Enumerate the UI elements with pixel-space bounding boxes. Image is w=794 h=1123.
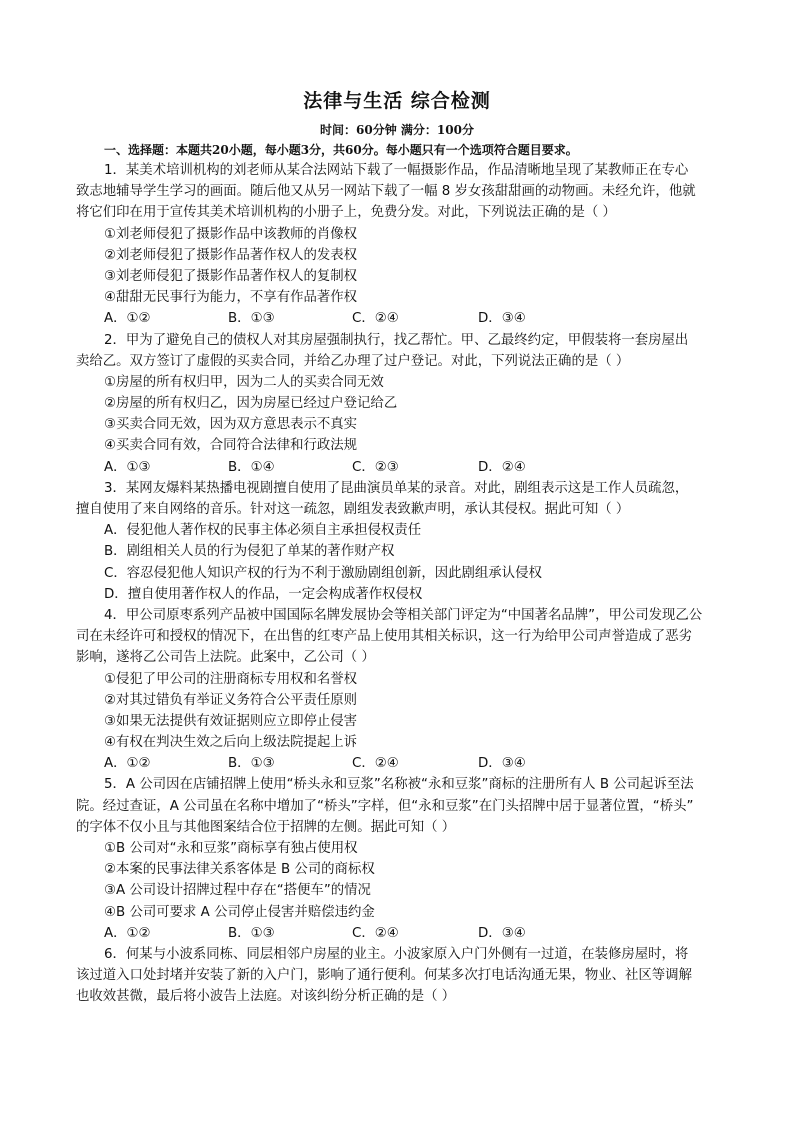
section-heading: 一、选择题：本题共20小题，每小题3分，共60分。每小题只有一个选项符合题目要求。: [104, 143, 578, 157]
q4-item: ④有权在判决生效之后向上级法院提起上诉: [104, 735, 358, 751]
q5-option-c[interactable]: C．②④: [352, 925, 399, 941]
q1-options: [76, 308, 716, 329]
q6-stem-line: 该过道入口处封堵并安装了新的入户门，影响了通行便利。何某多次打电话沟通无果，物业、社区等调解: [76, 968, 692, 984]
q5-stem-line: 的字体不仅小且与其他图案结合位于招牌的左侧。据此可知（ ）: [76, 819, 456, 835]
q1-item: ②刘老师侵犯了摄影作品著作权人的发表权: [104, 247, 358, 263]
q2-item: ②房屋的所有权归乙，因为房屋已经过户登记给乙: [104, 396, 398, 412]
q5-item: ①B 公司对“永和豆浆”商标享有独占使用权: [104, 841, 358, 856]
q1-item: ①刘老师侵犯了摄影作品中该教师的肖像权: [104, 226, 358, 242]
q2-option-b[interactable]: B．①④: [228, 459, 275, 475]
q5-item: ④B 公司可要求 A 公司停止侵害并赔偿违约金: [104, 904, 375, 920]
q4-item: ①侵犯了甲公司的注册商标专用权和名誉权: [104, 671, 358, 687]
q4-stem-line: 4．甲公司原枣系列产品被中国国际名牌发展协会等相关部门评定为“中国著名品牌”，甲公司发现乙公: [104, 607, 703, 623]
q3-option-d[interactable]: D．擅自使用著作权人的作品，一定会构成著作权侵权: [104, 586, 423, 602]
q4-stem-line: 司在未经许可和授权的情况下，在出售的红枣产品上使用其相关标识，这一行为给甲公司声誉造成了恶劣: [76, 629, 692, 645]
q5-stem-line: 院。经过查证，A 公司虽在名称中增加了“桥头”字样，但“永和豆浆”在门头招牌中居于显著位置，“桥头”: [76, 798, 694, 814]
q4-option-a[interactable]: A．①②: [104, 756, 151, 772]
q4-stem-line: 影响，遂将乙公司告上法院。此案中，乙公司（ ）: [76, 650, 375, 666]
question-list: [76, 160, 716, 1008]
q1-item: ③刘老师侵犯了摄影作品著作权人的复制权: [104, 268, 358, 284]
q2-option-d[interactable]: D．②④: [478, 459, 526, 475]
q2-options: [76, 457, 716, 478]
q2-item: ①房屋的所有权归甲，因为二人的买卖合同无效: [104, 374, 384, 390]
page-title: 法律与生活 综合检测: [303, 90, 491, 112]
q6-stem-line: 也收效甚微，最后将小波告上法庭。对该纠纷分析正确的是（ ）: [76, 989, 456, 1005]
q3-option-c[interactable]: C．容忍侵犯他人知识产权的行为不利于激励剧组创新，因此剧组承认侵权: [104, 565, 542, 581]
q5-item: ③A 公司设计招牌过程中存在“搭便车”的情况: [104, 883, 371, 899]
q1-stem-line: 1．某美术培训机构的刘老师从某合法网站下载了一幅摄影作品，作品清晰地呈现了某教师正在专心: [104, 163, 689, 178]
exam-meta: 时间：60分钟 满分：100分: [320, 123, 474, 137]
q4-option-b[interactable]: B．①③: [228, 756, 275, 772]
q1-item: ④甜甜无民事行为能力，不享有作品著作权: [104, 290, 358, 306]
q3-option-a[interactable]: A．侵犯他人著作权的民事主体必须自主承担侵权责任: [104, 523, 422, 539]
q2-stem-line: 2．甲为了避免自己的债权人对其房屋强制执行，找乙帮忙。甲、乙最终约定，甲假装将一套房屋出: [104, 332, 689, 348]
q5-item: ②本案的民事法律关系客体是 B 公司的商标权: [104, 862, 375, 878]
q4-item: ②对其过错负有举证义务符合公平责任原则: [104, 692, 358, 708]
q1-option-a[interactable]: A．①②: [104, 311, 151, 327]
q4-item: ③如果无法提供有效证据则应立即停止侵害: [104, 713, 358, 729]
q2-item: ③买卖合同无效，因为双方意思表示不真实: [104, 417, 358, 433]
q4-option-c[interactable]: C．②④: [352, 756, 399, 772]
q2-stem-line: 卖给乙。双方签订了虚假的买卖合同，并给乙办理了过户登记。对此，下列说法正确的是（ ）: [76, 353, 630, 369]
q1-option-d[interactable]: D．③④: [478, 311, 526, 327]
q2-option-c[interactable]: C．②③: [352, 459, 399, 475]
q1-option-b[interactable]: B．①③: [228, 311, 275, 327]
q5-stem-line: 5．A 公司因在店铺招牌上使用“桥头永和豆浆”名称被“永和豆浆”商标的注册所有人 B 公司起诉至法: [104, 777, 694, 793]
q3-stem-line: 擅自使用了来自网络的音乐。针对这一疏忽，剧组发表致歉声明，承认其侵权。据此可知（ ）: [76, 502, 630, 517]
q5-option-a[interactable]: A．①②: [104, 925, 151, 941]
q1-stem-line: 将它们印在用于宣传其美术培训机构的小册子上，免费分发。对此，下列说法正确的是（ ）: [76, 205, 616, 221]
q2-option-a[interactable]: A．①③: [104, 459, 151, 475]
q5-options: [76, 923, 716, 944]
q2-item: ④买卖合同有效，合同符合法律和行政法规: [104, 438, 358, 454]
q3-option-b[interactable]: B．剧组相关人员的行为侵犯了单某的著作财产权: [104, 544, 395, 560]
q1-option-c[interactable]: C．②④: [352, 311, 399, 327]
q4-option-d[interactable]: D．③④: [478, 756, 526, 772]
q5-option-d[interactable]: D．③④: [478, 925, 526, 941]
q3-stem-line: 3．某网友爆料某热播电视剧擅自使用了昆曲演员单某的录音。对此，剧组表示这是工作人员疏忽，: [104, 480, 689, 496]
q6-stem-line: 6．何某与小波系同栋、同层相邻户房屋的业主。小波家原入户门外侧有一过道，在装修房屋时，将: [104, 946, 689, 962]
q1-stem-line: 致志地辅导学生学习的画面。随后他又从另一网站下载了一幅 8 岁女孩甜甜画的动物画。未经允许，他就: [76, 184, 696, 200]
q5-option-b[interactable]: B．①③: [228, 925, 275, 941]
q4-options: [76, 753, 716, 774]
